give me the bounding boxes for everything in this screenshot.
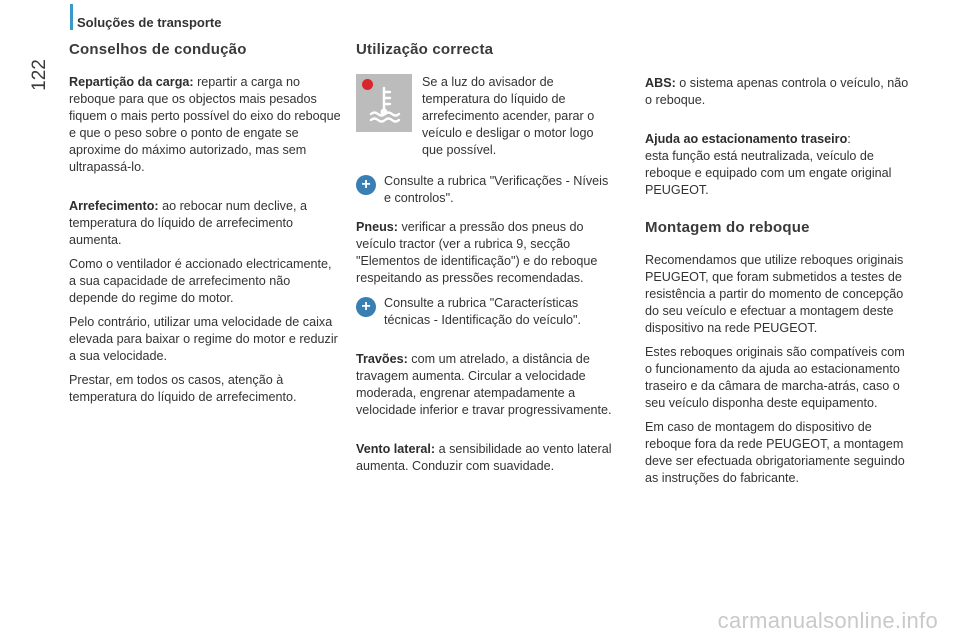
plus-info-icon: + (356, 175, 376, 195)
note-tech-specs-text: Consulte a rubrica "Características técnicas - Identificação do veículo". (384, 296, 581, 327)
warning-block (356, 74, 618, 159)
paragraph-attention: Prestar, em todos os casos, atenção à temperatura do líquido de arrefecimento. (69, 373, 297, 404)
paragraph-compatible: Estes reboques originais são compatíveis com o funcionamento da ajuda ao estacionamento traseiro e da câmara de marcha-atrás, caso o seu veículo disponha deste equipamento. (645, 345, 905, 410)
paragraph-load-distribution: Repartição da carga: repartir a carga no reboque para que os objectos mais pesados fiquem o mais perto possível do eixo do reboque e que o peso sobre o ponto de engate se aproxime do máximo autorizado, mas sem ultrapassá-lo. (69, 75, 341, 174)
note-checks-text: Consulte a rubrica "Verificações - Níveis e controlos". (384, 174, 609, 205)
paragraph-fan: Como o ventilador é accionado electricamente, a sua capacidade de arrefecimento não depende do regime do motor. (69, 257, 332, 305)
heading-towbar-fitting: Montagem do reboque (645, 219, 810, 236)
paragraph-brakes: Travões: com um atrelado, a distância de travagem aumenta. Circular a velocidade moderada, engrenar atempadamente a velocidade inferior e travar progressivamente. (356, 352, 612, 417)
note-checks (356, 173, 618, 207)
column-towbar (645, 75, 913, 494)
note-tech-specs (356, 295, 618, 329)
paragraph-cooling: Arrefecimento: ao rebocar num declive, a temperatura do líquido de arrefecimento aumenta. (69, 199, 307, 247)
column-driving-advice (69, 41, 341, 413)
column-correct-use (356, 41, 618, 482)
paragraph-abs: ABS: o sistema apenas controla o veículo, não o reboque. (645, 76, 909, 107)
page-number: 122 (29, 59, 50, 91)
paragraph-gear: Pelo contrário, utilizar uma velocidade de caixa elevada para baixar o regime do motor e reduzir a sua velocidade. (69, 315, 338, 363)
coolant-temperature-warning-icon (356, 74, 412, 132)
header-accent-bar (70, 4, 73, 30)
plus-info-icon: + (356, 297, 376, 317)
thermometer-waves-icon (356, 74, 412, 132)
section-header: Soluções de transporte (77, 15, 222, 30)
paragraph-outside-network: Em caso de montagem do dispositivo de reboque fora da rede PEUGEOT, a montagem deve ser efectuada obrigatoriamente seguindo as instruções do fabricante. (645, 420, 905, 485)
heading-driving-advice: Conselhos de condução (69, 41, 247, 58)
paragraph-parking-aid: Ajuda ao estacionamento traseiro: esta função está neutralizada, veículo de reboque e equipado com um engate original PEUGEOT. (645, 132, 892, 197)
paragraph-side-wind: Vento lateral: a sensibilidade ao vento lateral aumenta. Conduzir com suavidade. (356, 442, 612, 473)
paragraph-tyres: Pneus: verificar a pressão dos pneus do veículo tractor (ver a rubrica 9, secção "Elementos de identificação") e do reboque respeitando as pressões recomendadas. (356, 220, 598, 285)
warning-text: Se a luz do avisador de temperatura do líquido de arrefecimento acender, parar o veículo e desligar o motor logo que possível. (422, 75, 595, 157)
paragraph-recommend: Recomendamos que utilize reboques originais PEUGEOT, que foram submetidos a testes de resistência a partir do momento de concepção do seu veículo e efectuar a montagem deste dispositivo na rede PEUGEOT. (645, 253, 904, 335)
heading-correct-use: Utilização correcta (356, 41, 494, 58)
watermark: carmanualsonline.info (717, 608, 938, 633)
